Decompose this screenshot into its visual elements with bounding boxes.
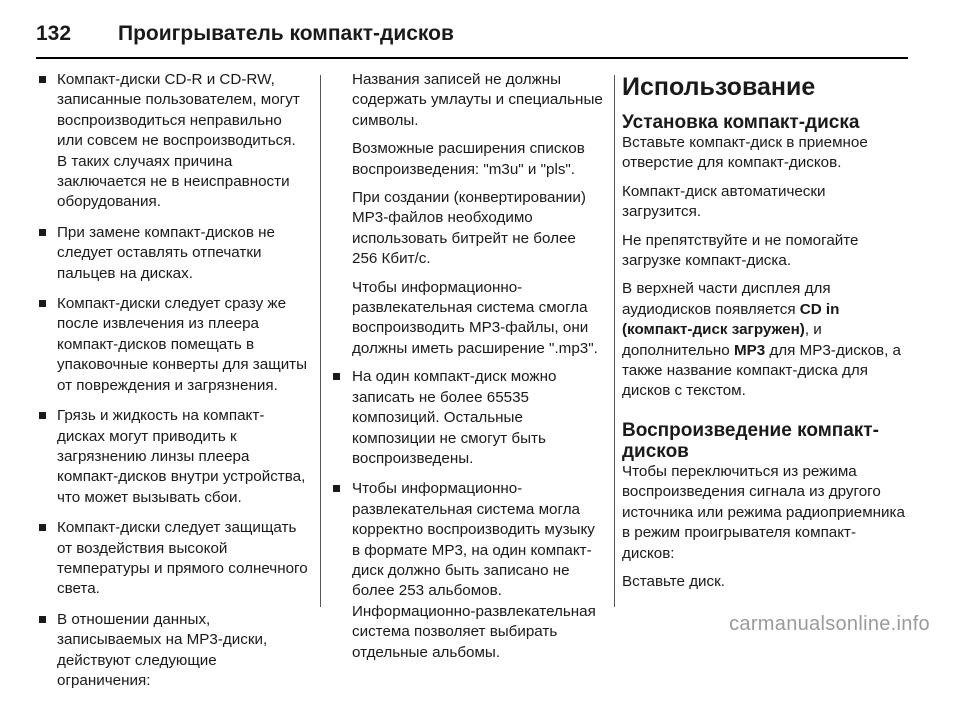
list-item: Компакт-диски следует сразу же после извлечения из плеера компакт-дисков помещать в упаковочные конверты для защиты от повреждения и загрязнения. — [36, 294, 308, 396]
display-message: CD in (компакт-диск загружен) — [622, 300, 840, 339]
list-item: Компакт-диски CD-R и CD-RW, записанные пользователем, могут воспроизводиться неправильно или совсем не воспроизводиться. В таких случаях причина заключается не в неисправности оборудования. — [36, 70, 308, 213]
paragraph: Вставьте компакт-диск в приемное отверстие для компакт-дисков. — [622, 134, 868, 172]
section-heading: Использование — [622, 73, 816, 101]
paragraph: Компакт-диск автоматически загрузится. — [622, 182, 826, 221]
list-item: Чтобы информационно-развлекательная система могла корректно воспроизводить музыку в формате MP3, на один компакт-диск должно быть записано не более 253 альбомов. Информационно-развлекательная система позволяет выбирать отдельные альбомы. — [330, 479, 604, 663]
column-divider — [320, 75, 321, 607]
list-item: При замене компакт-дисков не следует оставлять отпечатки пальцев на дисках. — [36, 223, 308, 284]
column-2 — [330, 70, 604, 673]
paragraph: При создании (конвертировании) MP3-файлов необходимо использовать битрейт не более 256 Кбит/с. — [352, 189, 586, 268]
list-item: На один компакт-диск можно записать не более 65535 композиций. Остальные композиции не смогут быть воспроизведены. — [330, 367, 604, 469]
paragraph: Возможные расширения списков воспроизведения: "m3u" и "pls". — [352, 140, 585, 178]
subsection-title: Воспроизведение компакт-дисков — [622, 419, 879, 462]
column-1 — [36, 70, 308, 701]
list-item: Грязь и жидкость на компакт-дисках могут приводить к загрязнению линзы плеера компакт-дисков внутри устройства, что может вызывать сбои. — [36, 406, 308, 508]
subsection-title: Установка компакт-диска — [622, 112, 860, 133]
text: для MP3-дисков, а также название компакт-диска для дисков с текстом. — [622, 341, 901, 400]
column-3 — [622, 70, 906, 600]
paragraph: Названия записей не должны содержать умлауты и специальные символы. — [352, 71, 603, 129]
paragraph: Не препятствуйте и не помогайте загрузке компакт-диска. — [622, 231, 859, 270]
list-item: В отношении данных, записываемых на MP3-диски, действуют следующие ограничения: — [36, 610, 308, 692]
page-header — [36, 14, 924, 54]
display-indicator: MP3 — [733, 341, 766, 359]
text: В верхней части дисплея для аудиодисков появляется — [622, 280, 831, 318]
text: , и дополнительно — [622, 321, 822, 359]
page-title: Проигрыватель компакт-дисков — [118, 22, 454, 45]
watermark: carmanualsonline.info — [729, 613, 930, 635]
paragraph: Чтобы информационно-развлекательная система смогла воспроизводить MP3-файлы, они должны иметь расширение ".mp3". — [352, 278, 598, 357]
column-divider — [614, 75, 615, 607]
paragraph: Вставьте диск. — [622, 572, 726, 590]
page-number: 132 — [36, 22, 72, 45]
list-item: Компакт-диски следует защищать от воздействия высокой температуры и прямого солнечного света. — [36, 518, 308, 600]
header-rule — [36, 57, 908, 59]
paragraph: Чтобы переключиться из режима воспроизведения сигнала из другого источника или режима радиоприемника в режим проигрывателя компакт-дисков: — [622, 462, 905, 562]
paragraph — [622, 279, 906, 401]
